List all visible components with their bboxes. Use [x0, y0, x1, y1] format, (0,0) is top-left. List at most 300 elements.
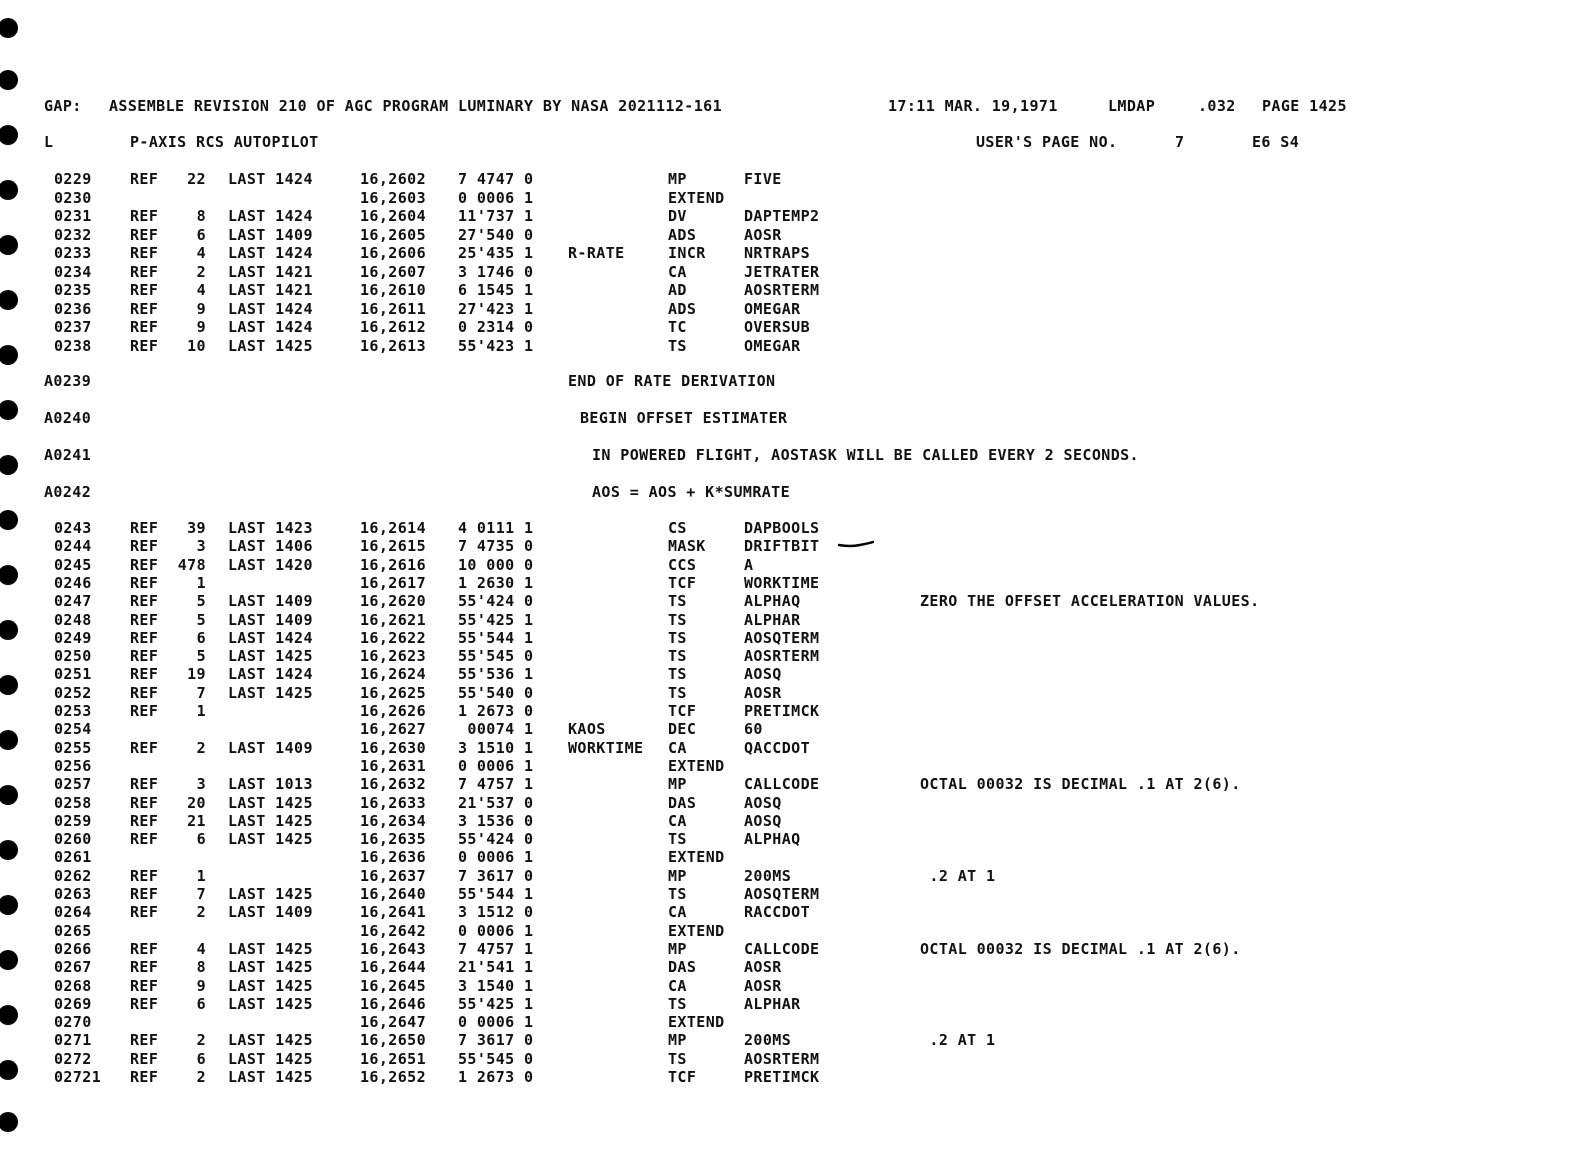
octal-code: 55'536 1	[458, 665, 534, 684]
punch-hole	[0, 70, 18, 90]
line-number: 0243	[54, 519, 92, 537]
opcode: ADS	[668, 225, 697, 244]
opcode: EXTEND	[668, 188, 725, 207]
operand: CALLCODE	[744, 939, 820, 958]
opcode: CA	[668, 811, 687, 830]
listing-row	[0, 170, 1582, 188]
operand: AOSQTERM	[744, 885, 820, 903]
operand: QACCDOT	[744, 738, 811, 757]
operand: OMEGAR	[744, 336, 801, 355]
opcode: CA	[668, 903, 687, 922]
ref-keyword: REF	[130, 830, 159, 849]
last-ref: LAST 1425	[228, 793, 313, 812]
header-assemble: ASSEMBLE REVISION 210 OF AGC PROGRAM LUMINARY BY NASA 2021112-161	[109, 97, 722, 115]
octal-code: 0 0006 1	[458, 188, 534, 207]
address: 16,2642	[360, 921, 427, 940]
octal-code: 7 4735 0	[458, 537, 534, 556]
line-number: 0230	[54, 188, 92, 207]
listing-row	[0, 318, 1582, 336]
listing-row	[0, 519, 1582, 537]
line-comment: ZERO THE OFFSET ACCELERATION VALUES.	[920, 592, 1260, 611]
octal-code: 55'545 0	[458, 1049, 534, 1068]
listing-row	[0, 337, 1582, 355]
ref-keyword: REF	[130, 281, 159, 299]
ref-keyword: REF	[130, 793, 159, 812]
ref-count: 2	[196, 1068, 206, 1086]
opcode: TS	[668, 647, 687, 666]
listing-row	[0, 226, 1582, 244]
comment-line-number: A0241	[44, 446, 92, 464]
octal-code: 55'544 1	[458, 885, 534, 903]
ref-keyword: REF	[130, 244, 159, 262]
last-ref: LAST 1425	[228, 683, 313, 702]
listing-row	[0, 1050, 1582, 1068]
listing-row	[0, 684, 1582, 702]
ref-count: 3	[196, 537, 206, 556]
listing-row	[0, 940, 1582, 958]
address: 16,2621	[360, 610, 427, 629]
listing-row	[0, 977, 1582, 995]
ref-keyword: REF	[130, 702, 159, 720]
last-ref: LAST 1424	[228, 665, 313, 684]
last-ref: LAST 1425	[228, 1031, 313, 1050]
opcode: TS	[668, 994, 687, 1013]
address: 16,2602	[360, 170, 427, 188]
line-number: 0270	[54, 1013, 92, 1032]
operand: 200MS	[744, 866, 792, 885]
line-comment: .2 AT 1	[920, 866, 996, 885]
ref-count: 9	[196, 318, 206, 336]
opcode: MP	[668, 1031, 687, 1050]
octal-code: 55'545 0	[458, 647, 534, 666]
opcode: TS	[668, 610, 687, 629]
comment-line-number: A0242	[44, 483, 92, 501]
ref-count: 4	[196, 939, 206, 958]
last-ref: LAST 1425	[228, 939, 313, 958]
ref-count: 6	[196, 830, 206, 849]
octal-code: 7 4757 1	[458, 775, 534, 794]
address: 16,2641	[360, 903, 427, 922]
ref-count: 39	[187, 519, 206, 537]
last-ref: LAST 1425	[228, 647, 313, 666]
listing-row	[0, 848, 1582, 866]
address: 16,2615	[360, 537, 427, 556]
opcode: TCF	[668, 573, 697, 592]
ref-keyword: REF	[130, 958, 159, 977]
ref-count: 22	[187, 170, 206, 188]
last-ref: LAST 1424	[228, 244, 313, 262]
ref-keyword: REF	[130, 170, 159, 188]
ref-keyword: REF	[130, 519, 159, 537]
listing-row	[0, 1068, 1582, 1086]
line-number: 0263	[54, 885, 92, 903]
line-number: 0262	[54, 866, 92, 885]
line-number: 0234	[54, 262, 92, 281]
listing-row	[0, 556, 1582, 574]
ref-count: 9	[196, 299, 206, 318]
last-ref: LAST 1424	[228, 299, 313, 318]
ref-count: 21	[187, 811, 206, 830]
ref-count: 8	[196, 958, 206, 977]
octal-code: 3 1510 1	[458, 738, 534, 757]
octal-code: 1 2630 1	[458, 573, 534, 592]
last-ref: LAST 1425	[228, 958, 313, 977]
octal-code: 4 0111 1	[458, 519, 534, 537]
operand: PRETIMCK	[744, 702, 820, 720]
operand: FIVE	[744, 170, 782, 188]
ref-keyword: REF	[130, 207, 159, 225]
opcode: AD	[668, 281, 687, 299]
listing-row	[0, 629, 1582, 647]
address: 16,2651	[360, 1049, 427, 1068]
operand: AOSQ	[744, 793, 782, 812]
operand: DAPTEMP2	[744, 207, 820, 225]
last-ref: LAST 1425	[228, 1049, 313, 1068]
users-page-number: 7	[1175, 133, 1185, 151]
ref-count: 2	[196, 1031, 206, 1050]
last-ref: LAST 1421	[228, 281, 313, 299]
octal-code: 7 4747 0	[458, 170, 534, 188]
listing-row	[0, 537, 1582, 555]
ref-count: 6	[196, 225, 206, 244]
listing-row	[0, 611, 1582, 629]
ref-keyword: REF	[130, 610, 159, 629]
octal-code: 10 000 0	[458, 555, 534, 574]
ref-keyword: REF	[130, 262, 159, 281]
ref-count: 19	[187, 665, 206, 684]
opcode: EXTEND	[668, 1013, 725, 1032]
opcode: EXTEND	[668, 848, 725, 867]
opcode: EXTEND	[668, 921, 725, 940]
listing-row	[0, 647, 1582, 665]
line-number: 0268	[54, 976, 92, 995]
last-ref: LAST 1425	[228, 1068, 313, 1086]
octal-code: 3 1746 0	[458, 262, 534, 281]
listing-row	[0, 794, 1582, 812]
last-ref: LAST 1409	[228, 903, 313, 922]
listing-row	[0, 720, 1582, 738]
octal-code: 0 2314 0	[458, 318, 534, 336]
ref-count: 7	[196, 683, 206, 702]
address: 16,2625	[360, 683, 427, 702]
operand: PRETIMCK	[744, 1068, 820, 1086]
symbol-label: R-RATE	[568, 244, 625, 262]
ref-keyword: REF	[130, 555, 159, 574]
operand: DAPBOOLS	[744, 519, 820, 537]
opcode: MP	[668, 939, 687, 958]
comment-text: BEGIN OFFSET ESTIMATER	[580, 409, 788, 427]
ref-keyword: REF	[130, 573, 159, 592]
address: 16,2645	[360, 976, 427, 995]
opcode: ADS	[668, 299, 697, 318]
address: 16,2634	[360, 811, 427, 830]
line-number: 0235	[54, 281, 92, 299]
line-number: 0254	[54, 720, 92, 739]
address: 16,2603	[360, 188, 427, 207]
address: 16,2613	[360, 336, 427, 355]
octal-code: 7 3617 0	[458, 866, 534, 885]
ref-keyword: REF	[130, 628, 159, 647]
last-ref: LAST 1425	[228, 811, 313, 830]
address: 16,2647	[360, 1013, 427, 1032]
operand: NRTRAPS	[744, 244, 811, 262]
last-ref: LAST 1409	[228, 225, 313, 244]
symbol-label: WORKTIME	[568, 738, 644, 757]
operand: ALPHAQ	[744, 592, 801, 611]
octal-code: 0 0006 1	[458, 921, 534, 940]
last-ref: LAST 1409	[228, 610, 313, 629]
opcode: DV	[668, 207, 687, 225]
subheader-log: L	[44, 133, 54, 151]
listing-row	[0, 665, 1582, 683]
ref-keyword: REF	[130, 665, 159, 684]
octal-code: 55'424 0	[458, 830, 534, 849]
line-number: 0248	[54, 610, 92, 629]
listing-row	[0, 189, 1582, 207]
line-number: 0231	[54, 207, 92, 225]
comment-line	[0, 409, 1582, 429]
opcode: TCF	[668, 1068, 697, 1086]
opcode: CA	[668, 976, 687, 995]
address: 16,2623	[360, 647, 427, 666]
opcode: MASK	[668, 537, 706, 556]
line-number: 0250	[54, 647, 92, 666]
address: 16,2646	[360, 994, 427, 1013]
last-ref: LAST 1425	[228, 830, 313, 849]
operand: JETRATER	[744, 262, 820, 281]
ref-keyword: REF	[130, 775, 159, 794]
ref-count: 10	[187, 336, 206, 355]
address: 16,2605	[360, 225, 427, 244]
ref-keyword: REF	[130, 1031, 159, 1050]
header-timestamp: 17:11 MAR. 19,1971	[888, 97, 1058, 115]
line-number: 0257	[54, 775, 92, 794]
line-comment: OCTAL 00032 IS DECIMAL .1 AT 2(6).	[920, 775, 1241, 794]
listing-row	[0, 867, 1582, 885]
listing-row	[0, 281, 1582, 299]
operand: AOSQ	[744, 811, 782, 830]
address: 16,2630	[360, 738, 427, 757]
line-number: 0245	[54, 555, 92, 574]
address: 16,2614	[360, 519, 427, 537]
ref-keyword: REF	[130, 811, 159, 830]
line-number: 0253	[54, 702, 92, 720]
header-program: LMDAP	[1108, 97, 1156, 115]
opcode: TS	[668, 830, 687, 849]
ref-count: 2	[196, 262, 206, 281]
ref-keyword: REF	[130, 225, 159, 244]
ref-keyword: REF	[130, 336, 159, 355]
listing-row	[0, 244, 1582, 262]
section-title: P-AXIS RCS AUTOPILOT	[130, 133, 319, 151]
opcode: DEC	[668, 720, 697, 739]
line-number: 0247	[54, 592, 92, 611]
ref-keyword: REF	[130, 866, 159, 885]
opcode: DAS	[668, 958, 697, 977]
operand: ALPHAQ	[744, 830, 801, 849]
last-ref: LAST 1424	[228, 318, 313, 336]
last-ref: LAST 1423	[228, 519, 313, 537]
octal-code: 27'540 0	[458, 225, 534, 244]
line-number: 0258	[54, 793, 92, 812]
octal-code: 7 3617 0	[458, 1031, 534, 1050]
address: 16,2635	[360, 830, 427, 849]
listing-row	[0, 958, 1582, 976]
opcode: DAS	[668, 793, 697, 812]
opcode: TS	[668, 885, 687, 903]
opcode: EXTEND	[668, 756, 725, 775]
octal-code: 25'435 1	[458, 244, 534, 262]
operand: A	[744, 555, 754, 574]
operand: OVERSUB	[744, 318, 811, 336]
listing-row	[0, 885, 1582, 903]
line-number: 0244	[54, 537, 92, 556]
ref-keyword: REF	[130, 738, 159, 757]
address: 16,2624	[360, 665, 427, 684]
address: 16,2610	[360, 281, 427, 299]
line-number: 0271	[54, 1031, 92, 1050]
line-number: 0238	[54, 336, 92, 355]
listing-row	[0, 1013, 1582, 1031]
octal-code: 1 2673 0	[458, 1068, 534, 1086]
opcode: TC	[668, 318, 687, 336]
ref-keyword: REF	[130, 683, 159, 702]
operand: AOSR	[744, 683, 782, 702]
ref-count: 4	[196, 244, 206, 262]
opcode: MP	[668, 775, 687, 794]
listing-row	[0, 1031, 1582, 1049]
ref-keyword: REF	[130, 903, 159, 922]
octal-code: 11'737 1	[458, 207, 534, 225]
address: 16,2616	[360, 555, 427, 574]
ref-count: 6	[196, 628, 206, 647]
opcode: TS	[668, 592, 687, 611]
operand: AOSR	[744, 976, 782, 995]
octal-code: 0 0006 1	[458, 1013, 534, 1032]
listing-row	[0, 739, 1582, 757]
octal-code: 00074 1	[458, 720, 534, 739]
opcode: MP	[668, 866, 687, 885]
comment-line-number: A0239	[44, 372, 92, 390]
line-number: 0261	[54, 848, 92, 867]
comment-text: AOS = AOS + K*SUMRATE	[592, 483, 791, 501]
address: 16,2643	[360, 939, 427, 958]
opcode: TS	[668, 665, 687, 684]
last-ref: LAST 1013	[228, 775, 313, 794]
line-number: 0256	[54, 756, 92, 775]
ref-count: 1	[196, 702, 206, 720]
listing-row	[0, 830, 1582, 848]
octal-code: 7 4757 1	[458, 939, 534, 958]
opcode: TS	[668, 683, 687, 702]
listing-row	[0, 757, 1582, 775]
opcode: CS	[668, 519, 687, 537]
ref-count: 6	[196, 994, 206, 1013]
address: 16,2640	[360, 885, 427, 903]
operand: 60	[744, 720, 763, 739]
opcode: TS	[668, 1049, 687, 1068]
ref-keyword: REF	[130, 1068, 159, 1086]
ref-keyword: REF	[130, 647, 159, 666]
ref-count: 478	[177, 555, 206, 574]
address: 16,2631	[360, 756, 427, 775]
ref-count: 5	[196, 647, 206, 666]
symbol-label: KAOS	[568, 720, 606, 739]
octal-code: 55'544 1	[458, 628, 534, 647]
opcode: TS	[668, 628, 687, 647]
line-number: 0272	[54, 1049, 92, 1068]
line-number: 0249	[54, 628, 92, 647]
address: 16,2633	[360, 793, 427, 812]
last-ref: LAST 1424	[228, 170, 313, 188]
address: 16,2622	[360, 628, 427, 647]
comment-line	[0, 446, 1582, 466]
address: 16,2604	[360, 207, 427, 225]
address: 16,2644	[360, 958, 427, 977]
address: 16,2632	[360, 775, 427, 794]
last-ref: LAST 1424	[228, 207, 313, 225]
opcode: TCF	[668, 702, 697, 720]
operand: CALLCODE	[744, 775, 820, 794]
address: 16,2626	[360, 702, 427, 720]
ref-count: 5	[196, 592, 206, 611]
operand: ALPHAR	[744, 994, 801, 1013]
last-ref: LAST 1420	[228, 555, 313, 574]
operand: AOSR	[744, 225, 782, 244]
last-ref: LAST 1425	[228, 336, 313, 355]
line-number: 0264	[54, 903, 92, 922]
pen-mark	[838, 540, 874, 548]
last-ref: LAST 1409	[228, 592, 313, 611]
ref-count: 1	[196, 573, 206, 592]
comment-line-number: A0240	[44, 409, 92, 427]
listing-row	[0, 263, 1582, 281]
ref-keyword: REF	[130, 994, 159, 1013]
line-number: 0229	[54, 170, 92, 188]
listing-row	[0, 207, 1582, 225]
line-number: 0269	[54, 994, 92, 1013]
operand: DRIFTBIT	[744, 537, 820, 556]
octal-code: 55'424 0	[458, 592, 534, 611]
comment-text: IN POWERED FLIGHT, AOSTASK WILL BE CALLED EVERY 2 SECONDS.	[592, 446, 1139, 464]
last-ref: LAST 1424	[228, 628, 313, 647]
listing-row	[0, 922, 1582, 940]
line-comment: .2 AT 1	[920, 1031, 996, 1050]
octal-code: 21'541 1	[458, 958, 534, 977]
last-ref: LAST 1425	[228, 976, 313, 995]
address: 16,2620	[360, 592, 427, 611]
last-ref: LAST 1421	[228, 262, 313, 281]
operand: ALPHAR	[744, 610, 801, 629]
opcode: MP	[668, 170, 687, 188]
octal-code: 6 1545 1	[458, 281, 534, 299]
ref-keyword: REF	[130, 299, 159, 318]
line-number: 0251	[54, 665, 92, 684]
header-version: .032	[1198, 97, 1236, 115]
header-page: PAGE 1425	[1262, 97, 1347, 115]
octal-code: 3 1536 0	[458, 811, 534, 830]
line-number: 0266	[54, 939, 92, 958]
line-number: 0252	[54, 683, 92, 702]
listing-row	[0, 574, 1582, 592]
punch-hole	[0, 1112, 18, 1132]
opcode: INCR	[668, 244, 706, 262]
operand: OMEGAR	[744, 299, 801, 318]
listing-row	[0, 300, 1582, 318]
octal-code: 55'423 1	[458, 336, 534, 355]
users-page-label: USER'S PAGE NO.	[976, 133, 1118, 151]
line-number: 0236	[54, 299, 92, 318]
